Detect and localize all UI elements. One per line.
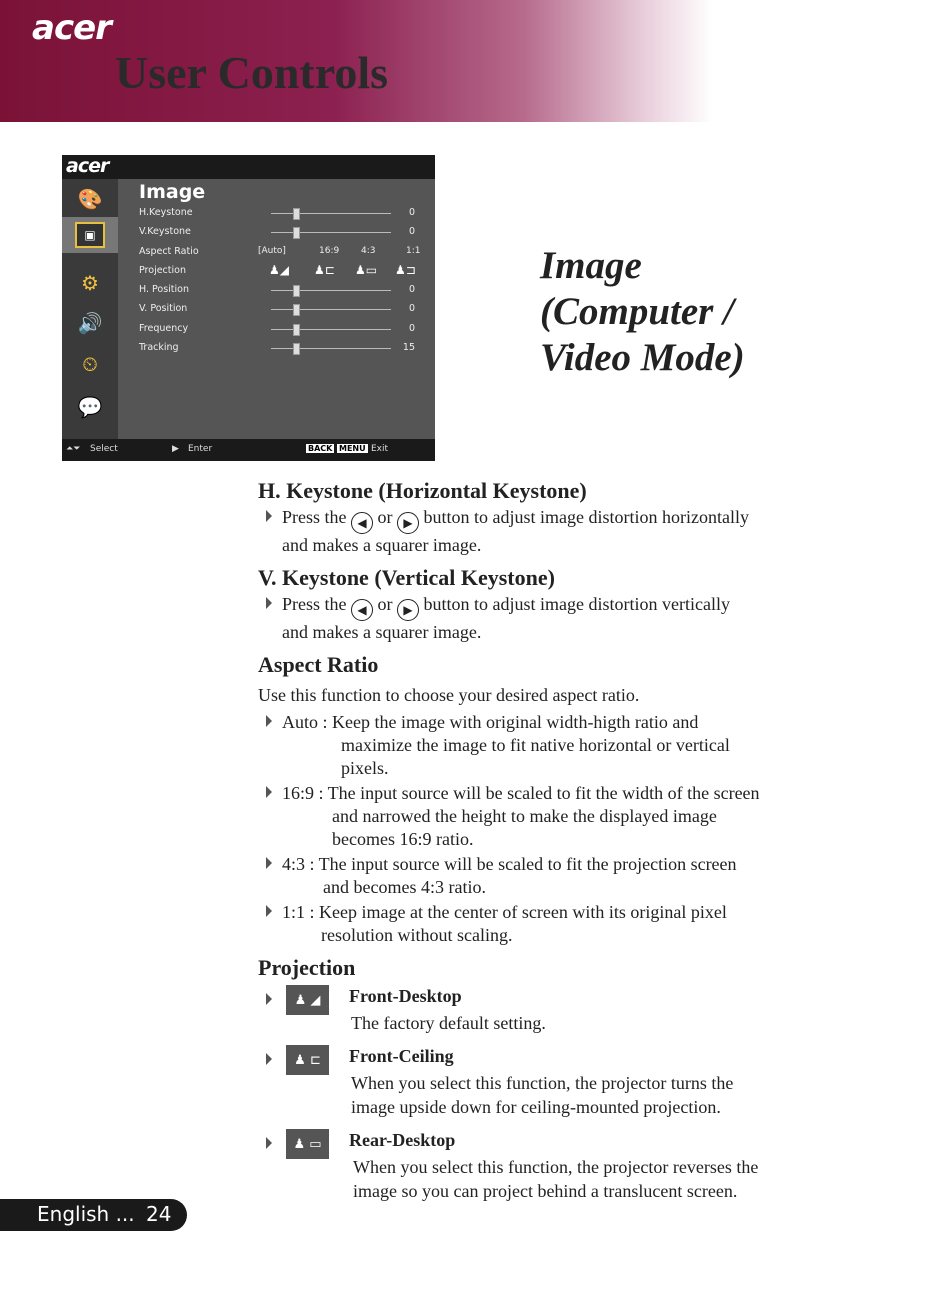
projection-heading: Projection — [258, 955, 356, 980]
osd-row-frequency — [139, 321, 429, 337]
section-title-line: Video Mode) — [540, 336, 745, 379]
text-line: 1:1 : Keep image at the center of screen with its original pixel — [282, 902, 727, 922]
slider-track — [271, 348, 391, 349]
projection-item-rear-desktop — [258, 1129, 858, 1203]
main-content — [258, 476, 858, 1203]
text-fragment: Press the — [282, 594, 347, 614]
front-ceiling-icon: ♟ ⊏ — [286, 1045, 329, 1075]
aspect-intro: Use this function to choose your desired aspect ratio. — [258, 685, 640, 705]
slider-track — [271, 232, 391, 233]
slider-knob — [293, 343, 300, 355]
rear-ceiling-icon: ♟⊐ — [395, 263, 416, 277]
select-hint: Select — [90, 444, 118, 454]
aspect-1-1 — [258, 901, 858, 947]
aspect-ratio-heading: Aspect Ratio — [258, 652, 379, 677]
right-arrow-button-icon: ▶ — [397, 599, 419, 621]
projection-item-name: Front-Desktop — [349, 986, 462, 1006]
osd-row-hkeystone — [139, 205, 429, 221]
bullet-arrow-icon — [266, 597, 272, 609]
language-bubble-icon: 💬 — [77, 396, 103, 419]
section-title — [540, 243, 745, 381]
timer-icon: ⏲ — [82, 353, 98, 376]
osd-row-label: Frequency — [139, 323, 189, 334]
aspect-option-4-3: 4:3 — [361, 246, 376, 256]
text-line: becomes 16:9 ratio. — [332, 829, 474, 849]
enter-hint: Enter — [188, 444, 213, 454]
speaker-icon: 🔊 — [77, 312, 103, 335]
text-line: resolution without scaling. — [321, 925, 513, 945]
rear-desktop-icon: ♟ ▭ — [286, 1129, 329, 1159]
menu-key: MENU — [339, 444, 366, 453]
text-fragment: or — [377, 507, 393, 527]
slider-knob — [293, 324, 300, 336]
bullet-arrow-icon — [266, 786, 272, 798]
aspect-16-9 — [258, 782, 858, 851]
text-fragment: button to adjust image distortion vertically — [423, 594, 730, 614]
slider-track — [271, 290, 391, 291]
slider-knob — [293, 285, 300, 297]
osd-row-vposition — [139, 301, 429, 317]
slider-knob — [293, 208, 300, 220]
vkeystone-text — [258, 593, 858, 644]
osd-row-label: V. Position — [139, 303, 188, 314]
projection-item-name: Front-Ceiling — [349, 1046, 454, 1066]
page-number: 24 — [146, 1202, 172, 1226]
text-fragment: and makes a squarer image. — [282, 622, 482, 642]
slider-track — [271, 329, 391, 330]
bullet-arrow-icon — [266, 993, 272, 1005]
section-title-line: Image — [540, 244, 642, 287]
image-icon: ▣ — [62, 217, 118, 253]
bullet-arrow-icon — [266, 905, 272, 917]
left-arrow-button-icon: ◀ — [351, 512, 373, 534]
aspect-option-1-1: 1:1 — [406, 246, 421, 256]
settings-tools-icon: ⚙ — [81, 272, 99, 295]
osd-row-value: 0 — [408, 207, 415, 218]
exit-hint: Exit — [371, 444, 389, 454]
vkeystone-heading: V. Keystone (Vertical Keystone) — [258, 565, 555, 590]
slider-track — [271, 309, 391, 310]
osd-row-value: 0 — [408, 323, 415, 334]
text-line: 16:9 : The input source will be scaled to fit the width of the screen — [282, 783, 760, 803]
text-fragment: and makes a squarer image. — [282, 535, 482, 555]
left-arrow-button-icon: ◀ — [351, 599, 373, 621]
footer-language: English ... — [37, 1202, 135, 1226]
osd-row-label: Aspect Ratio — [139, 246, 199, 257]
osd-topbar — [62, 155, 435, 179]
text-line: and becomes 4:3 ratio. — [323, 877, 486, 897]
header-banner — [0, 0, 950, 122]
osd-row-value: 0 — [408, 284, 415, 295]
projection-item-desc: When you select this function, the projector reverses the — [353, 1157, 759, 1177]
osd-row-vkeystone — [139, 224, 429, 240]
osd-row-label: Tracking — [139, 342, 179, 353]
aspect-auto — [258, 711, 858, 780]
front-ceiling-icon: ♟⊏ — [314, 263, 335, 277]
osd-heading: Image — [139, 181, 206, 203]
aspect-option-auto: [Auto] — [258, 246, 286, 256]
aspect-option-16-9: 16:9 — [319, 246, 340, 256]
osd-row-label: H.Keystone — [139, 207, 193, 218]
bullet-arrow-icon — [266, 510, 272, 522]
osd-sidebar — [62, 179, 118, 439]
slider-knob — [293, 304, 300, 316]
projection-item-name: Rear-Desktop — [349, 1130, 456, 1150]
osd-row-label: H. Position — [139, 284, 190, 295]
aspect-4-3 — [258, 853, 858, 899]
text-line: 4:3 : The input source will be scaled to fit the projection screen — [282, 854, 737, 874]
bullet-arrow-icon — [266, 1053, 272, 1065]
text-line: pixels. — [341, 758, 389, 778]
osd-row-value: 0 — [408, 226, 415, 237]
brand-logo: acer — [32, 8, 111, 48]
page-footer — [0, 1199, 187, 1231]
rear-desktop-icon: ♟▭ — [355, 263, 378, 277]
hkeystone-heading: H. Keystone (Horizontal Keystone) — [258, 478, 587, 503]
enter-icon: ▶ — [172, 444, 179, 454]
slider-track — [271, 213, 391, 214]
projection-item-desc: image so you can project behind a translucent screen. — [353, 1181, 738, 1201]
bullet-arrow-icon — [266, 715, 272, 727]
slider-knob — [293, 227, 300, 239]
text-fragment: button to adjust image distortion horizontally — [423, 507, 749, 527]
osd-brand-logo: acer — [66, 155, 109, 177]
osd-row-hposition — [139, 282, 429, 298]
projection-item-front-desktop — [258, 985, 858, 1035]
text-line: Auto : Keep the image with original width-higth ratio and — [282, 712, 699, 732]
text-fragment: Press the — [282, 507, 347, 527]
osd-row-label: V.Keystone — [139, 226, 191, 237]
up-down-icon: ⏶⏷ — [66, 444, 81, 454]
osd-row-tracking — [139, 340, 429, 356]
osd-row-aspect-ratio — [139, 244, 429, 260]
back-key: BACK — [308, 444, 333, 453]
text-line: maximize the image to fit native horizontal or vertical — [341, 735, 730, 755]
color-palette-icon: 🎨 — [77, 188, 103, 211]
hkeystone-text — [258, 506, 858, 557]
osd-menu-screenshot — [62, 155, 435, 461]
bullet-arrow-icon — [266, 857, 272, 869]
projection-item-front-ceiling — [258, 1045, 858, 1119]
projection-item-desc: The factory default setting. — [351, 1013, 546, 1033]
front-desktop-icon: ♟ ◢ — [286, 985, 329, 1015]
osd-footer — [62, 439, 435, 461]
bullet-arrow-icon — [266, 1137, 272, 1149]
osd-row-label: Projection — [139, 265, 186, 276]
front-desktop-icon: ♟◢ — [269, 263, 289, 277]
text-fragment: or — [377, 594, 393, 614]
projection-item-desc: image upside down for ceiling-mounted projection. — [351, 1097, 721, 1117]
osd-row-value: 15 — [402, 342, 415, 353]
right-arrow-button-icon: ▶ — [397, 512, 419, 534]
osd-row-value: 0 — [408, 303, 415, 314]
text-line: and narrowed the height to make the displayed image — [332, 806, 717, 826]
osd-row-projection — [139, 263, 429, 279]
projection-item-desc: When you select this function, the projector turns the — [351, 1073, 734, 1093]
page-title: User Controls — [115, 47, 389, 98]
section-title-line: (Computer / — [540, 290, 734, 333]
